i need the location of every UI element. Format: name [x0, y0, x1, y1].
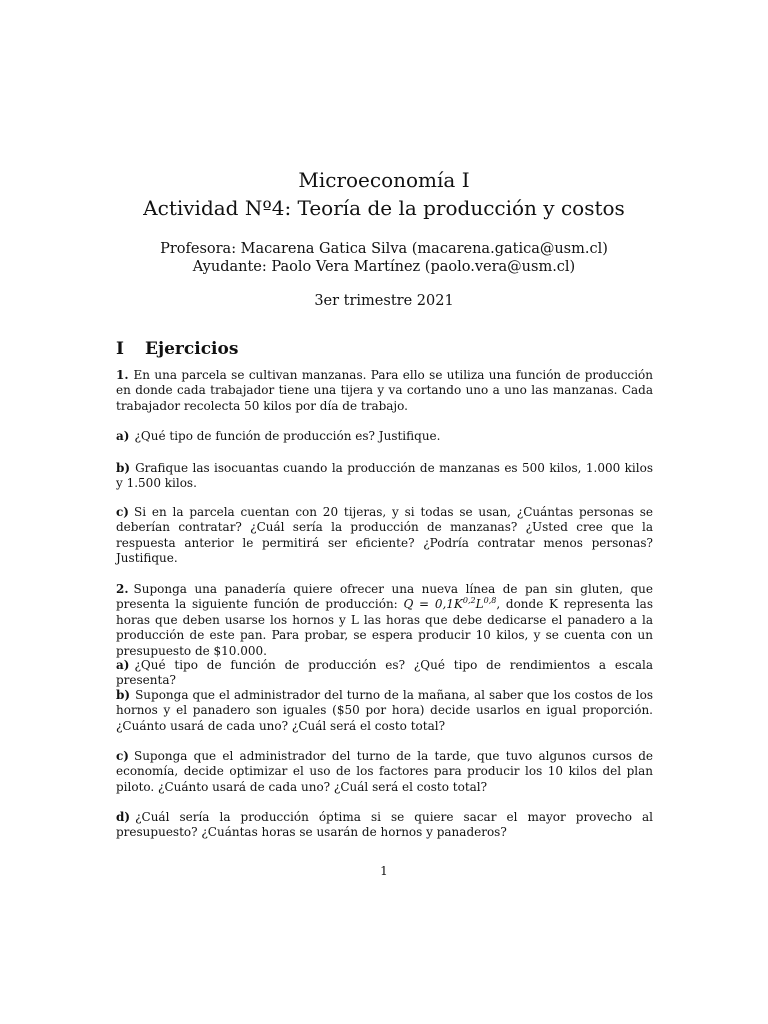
- term-line: 3er trimestre 2021: [314, 293, 454, 309]
- question-1c-label: c): [116, 505, 129, 519]
- question-2c-label: c): [116, 749, 129, 763]
- question-1c-text: Si en la parcela cuentan con 20 tijeras, y si todas se usan, ¿Cuántas personas se deberían contratar? ¿Cuál sería la producción de manzanas? ¿Usted cree que la respuesta anterior le permitirá ser eficiente? ¿Podría contratar menos personas? Justifique.: [116, 505, 653, 566]
- formula-q-k: Q = 0,1K: [403, 597, 463, 612]
- exponent-l: 0,8: [483, 596, 497, 606]
- course-title: Microeconomía I: [298, 168, 470, 192]
- question-2c: [116, 749, 653, 795]
- question-2d: [116, 810, 653, 841]
- formula-l: L: [475, 597, 484, 612]
- question-2d-label: d): [116, 810, 131, 824]
- question-2a-label: a): [116, 658, 130, 672]
- question-1a-text: ¿Qué tipo de función de producción es? Justifique.: [134, 429, 441, 443]
- production-function: [403, 597, 496, 611]
- question-2d-text: ¿Cuál sería la producción óptima si se quiere sacar el mayor provecho al presupuesto? ¿Cuántas horas se usarán de hornos y panaderos?: [116, 810, 653, 840]
- question-1a-label: a): [116, 429, 130, 443]
- page-number: 1: [380, 864, 388, 878]
- question-2b-text: Suponga que el administrador del turno de la mañana, al saber que los costos de los hornos y el panadero son iguales ($50 por hora) decide usarlos en igual proporción. ¿Cuánto usará de cada uno? ¿Cuál será el costo total?: [116, 688, 653, 733]
- question-1b: [116, 461, 653, 492]
- assistant-line: Ayudante: Paolo Vera Martínez (paolo.vera@usm.cl): [192, 259, 576, 275]
- question-2-text-before: Suponga una panadería quiere ofrecer una nueva línea de pan sin gluten, que presenta la siguiente función de producción:: [116, 582, 653, 612]
- question-2b-label: b): [116, 688, 131, 702]
- question-2-number: 2.: [116, 582, 129, 596]
- activity-title: Actividad Nº4: Teoría de la producción y costos: [143, 196, 625, 220]
- question-2: [116, 582, 653, 659]
- question-1c: [116, 505, 653, 567]
- question-1: [116, 368, 653, 414]
- question-1b-label: b): [116, 461, 131, 475]
- section-number: I: [116, 339, 124, 359]
- question-2b: [116, 688, 653, 734]
- question-1b-text: Grafique las isocuantas cuando la producción de manzanas es 500 kilos, 1.000 kilos y 1.500 kilos.: [116, 461, 653, 491]
- section-heading: [116, 339, 238, 359]
- question-2-text-after: , donde K representa las horas que deben usarse los hornos y L las horas que debe dedicarse el panadero a la producción de este pan. Para probar, se espera producir 10 kilos, y se cuenta con un presupuesto de $10.000.: [116, 597, 653, 658]
- question-2a: [116, 658, 653, 689]
- question-1-number: 1.: [116, 368, 129, 382]
- exponent-k: 0,2: [462, 596, 476, 606]
- question-1-text: En una parcela se cultivan manzanas. Para ello se utiliza una función de producción en donde cada trabajador tiene una tijera y va cortando uno a uno las manzanas. Cada trabajador recolecta 50 kilos por día de trabajo.: [116, 368, 653, 413]
- question-2a-text: ¿Qué tipo de función de producción es? ¿Qué tipo de rendimientos a escala presenta?: [116, 658, 653, 688]
- section-title: Ejercicios: [145, 339, 239, 359]
- question-1a: [116, 429, 653, 444]
- professor-line: Profesora: Macarena Gatica Silva (macarena.gatica@usm.cl): [160, 241, 608, 257]
- question-2c-text: Suponga que el administrador del turno de la tarde, que tuvo algunos cursos de economía, decide optimizar el uso de los factores para producir los 10 kilos del plan piloto. ¿Cuánto usará de cada uno? ¿Cuál será el costo total?: [116, 749, 653, 794]
